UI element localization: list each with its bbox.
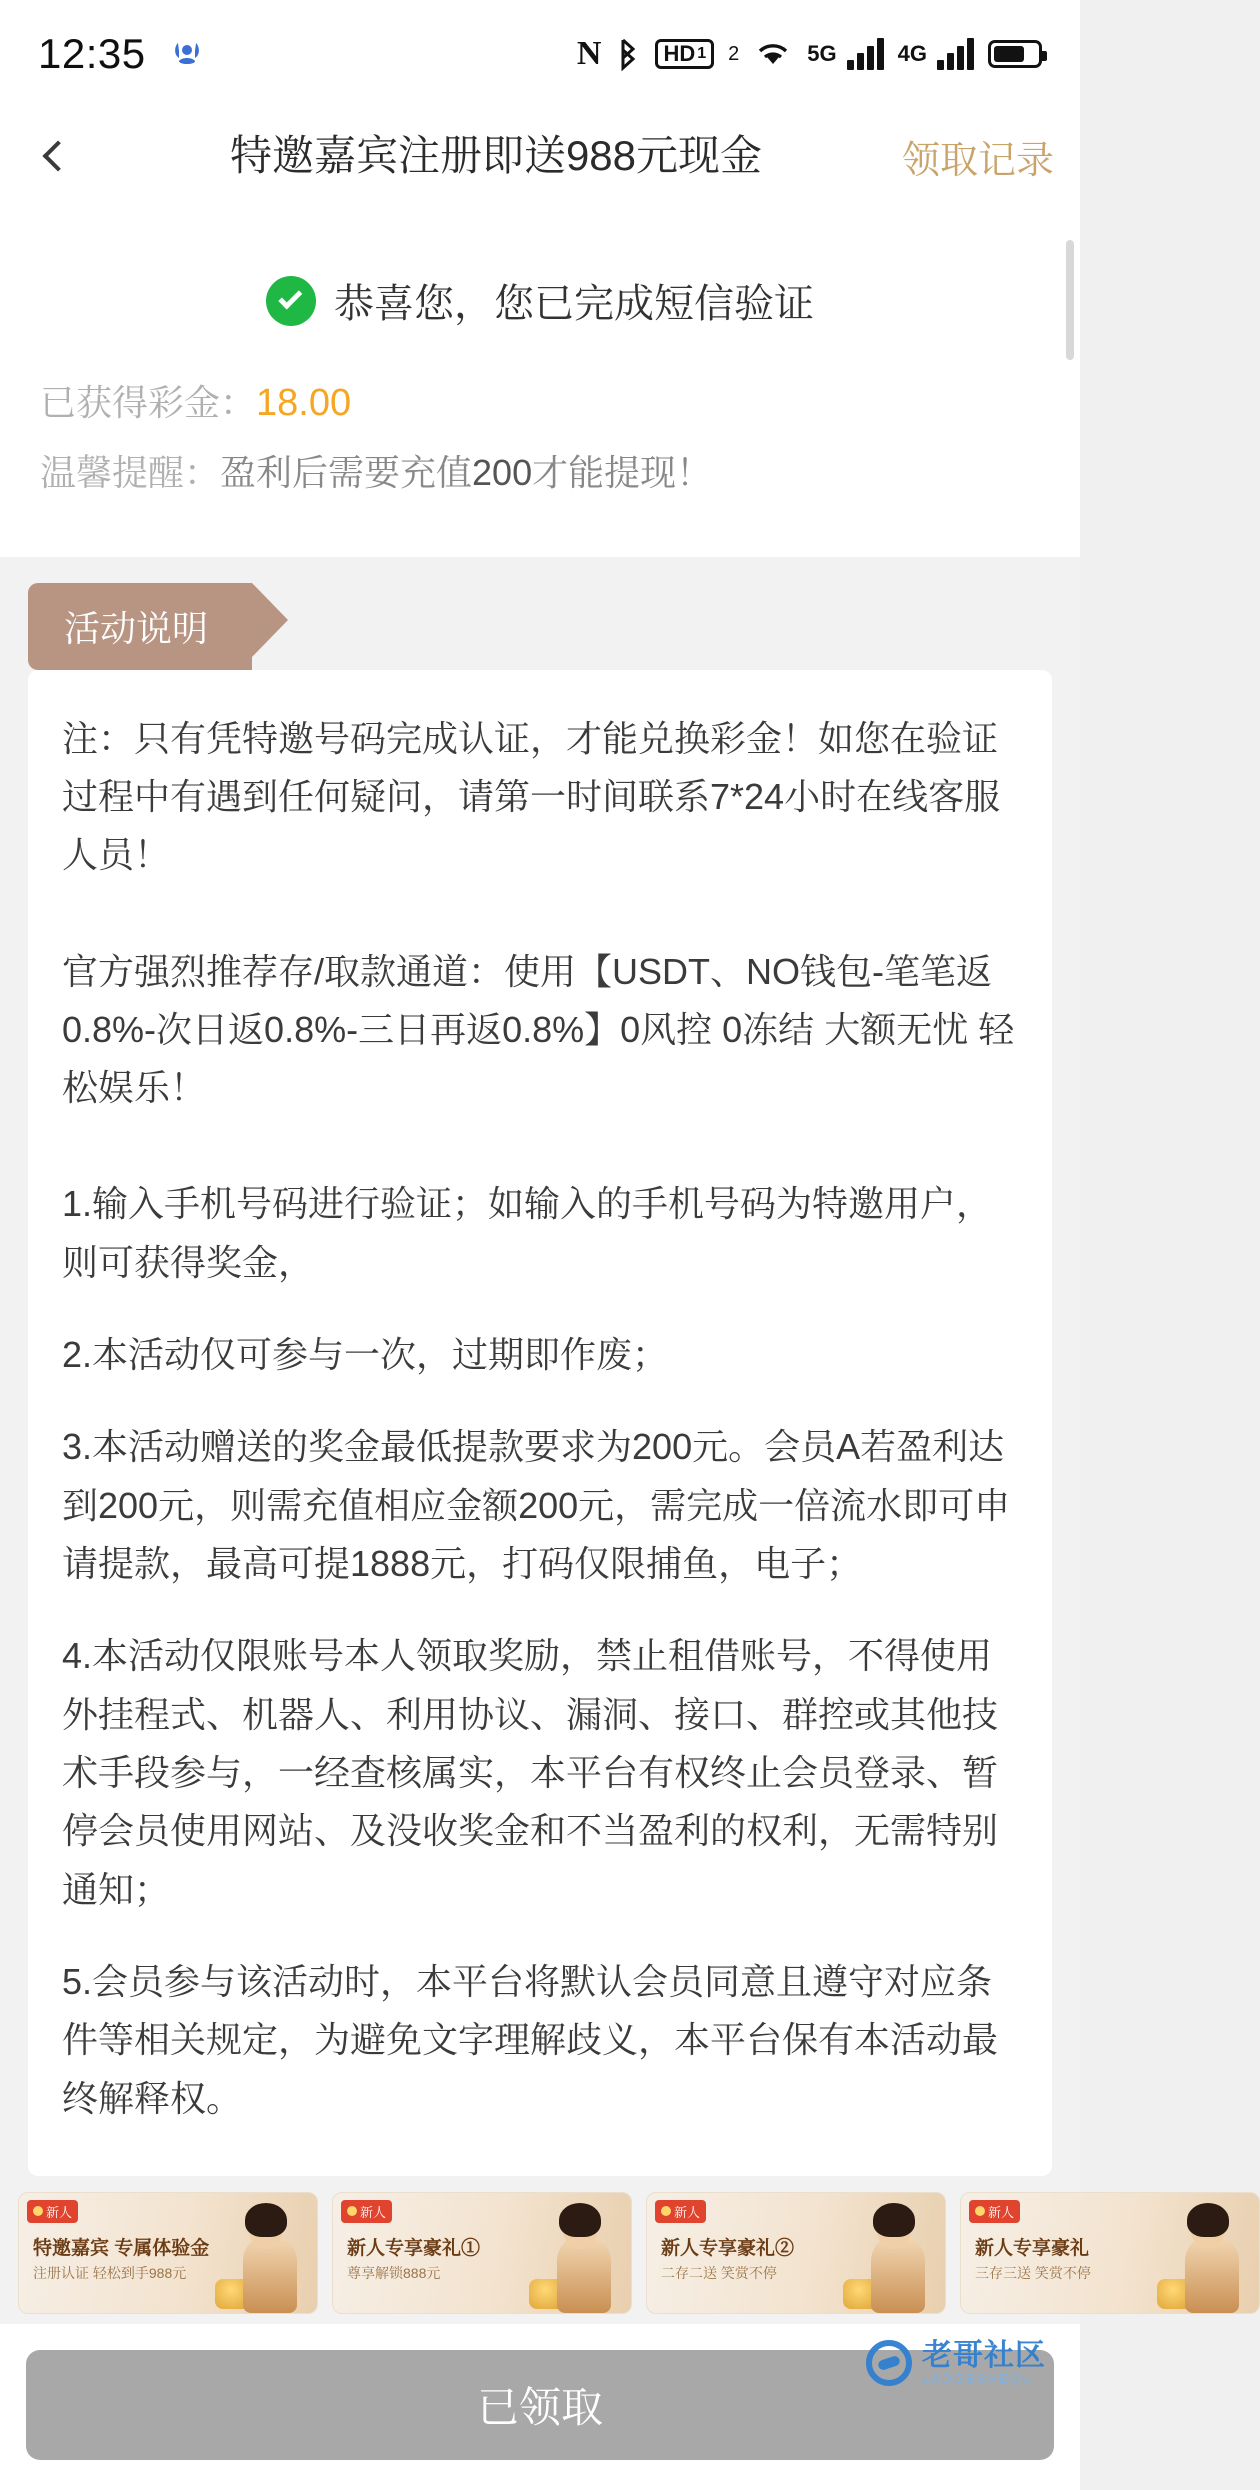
promo-banner-title: 新人专享豪礼① [347,2237,481,2259]
rules-card [28,670,1052,2176]
bonus-label: 已获得彩金： [40,382,257,423]
congrats-text: 恭喜您，您已完成短信验证 [334,282,814,326]
promo-banner-subtitle: 三存三送 笑赏不停 [975,2264,1091,2281]
tip-label: 温馨提醒： [40,452,221,494]
tip-row [40,448,1040,498]
new-user-badge: 新人 [27,2200,78,2223]
section-tag-wrap [0,583,1080,670]
promo-banner-title: 新人专享豪礼 [975,2237,1090,2259]
new-user-badge: 新人 [655,2200,706,2223]
rule-paragraph: 4.本活动仅限账号本人领取奖励，禁止租借账号，不得使用外挂程式、机器人、利用协议、漏洞、接口、群控或其他技术手段参与，一经查核属实，本平台有权终止会员登录、暂停会员使用网站、及没收奖金和不当盈利的权利，无需特别通知； [62,1635,999,1910]
tip-text-1: 盈利后需要充值 [220,452,473,494]
app-badge-icon [168,35,206,73]
back-button[interactable] [26,124,90,188]
congrats-row [40,272,1040,329]
promo-banner-title: 新人专享豪礼② [661,2237,795,2259]
banner-figure-icon [217,2197,313,2313]
watermark-title: 老哥社区 [922,2339,1046,2373]
hd-sub-label: 1 [697,45,707,62]
promo-banner-subtitle: 注册认证 轻松到手988元 [33,2264,187,2281]
4g-signal-icon [937,38,974,70]
nfc-icon: N [576,35,602,72]
success-check-icon [266,276,316,326]
4g-label: 4G [897,41,927,66]
promo-banner[interactable] [646,2192,946,2314]
tip-amount: 200 [472,452,533,494]
bonus-value: 18.00 [256,382,352,424]
watermark-subtitle: LAOGESHEQU [922,2370,1034,2386]
rule-paragraph: 官方强烈推荐存/取款通道：使用【USDT、NO钱包-笔笔返0.8%-次日返0.8%-三日再返0.8%】0风控 0冻结 大额无忧 轻松娱乐！ [62,950,1015,1109]
back-chevron-icon [42,140,73,171]
promo-banner-subtitle: 二存二送 笑赏不停 [661,2264,777,2281]
status-bar [0,0,1080,108]
rule-paragraph: 1.输入手机号码进行验证；如输入的手机号码为特邀用户，则可获得奖金， [62,1183,993,1283]
watermark-logo-icon [866,2340,912,2386]
promo-banner[interactable] [332,2192,632,2314]
status-icons [577,35,1042,73]
hd-call-icon [655,39,714,69]
5g-signal-icon [847,38,884,70]
banner-figure-icon [531,2197,627,2313]
promo-banner[interactable] [960,2192,1260,2314]
rule-paragraph: 5.会员参与该活动时，本平台将默认会员同意且遵守对应条件等相关规定，为避免文字理解歧义，本平台保有本活动最终解释权。 [62,1960,999,2119]
wifi-icon [753,38,793,70]
new-user-badge: 新人 [341,2200,392,2223]
hd-label: HD [663,41,696,66]
promo-banner[interactable] [18,2192,318,2314]
bluetooth-icon [615,36,641,72]
page-title: 特邀嘉宾注册即送988元现金 [229,132,763,180]
promo-banner-subtitle: 尊享解锁888元 [347,2264,441,2281]
claim-button[interactable]: 已领取 [26,2350,1054,2460]
section-tag: 活动说明 [28,583,252,670]
watermark [866,2340,1046,2386]
banner-figure-icon [1159,2197,1255,2313]
claim-records-link[interactable]: 领取记录 [901,139,1054,182]
rule-paragraph: 3.本活动赠送的奖金最低提款要求为200元。会员A若盈利达到200元，则需充值相应金额200元，需完成一倍流水即可申请提款，最高可提1888元，打码仅限捕鱼，电子； [62,1426,1011,1585]
battery-icon [988,40,1042,68]
rule-paragraph: 注：只有凭特邀号码完成认证，才能兑换彩金！如您在验证过程中有遇到任何疑问，请第一时间联系7*24小时在线客服人员！ [62,717,1001,876]
status-time: 12:35 [38,30,146,77]
scrollbar[interactable] [1066,240,1074,360]
status-card [0,218,1080,557]
rule-paragraph: 2.本活动仅可参与一次，过期即作废； [62,1334,669,1376]
sim2-label: 2 [728,42,740,65]
promo-banner-title: 特邀嘉宾 专属体验金 [33,2237,210,2259]
bonus-row [40,377,1040,430]
banner-figure-icon [845,2197,941,2313]
promo-banner-strip[interactable] [0,2176,1091,2324]
page-header [0,108,1080,218]
scroll-content[interactable] [0,218,1091,2324]
tip-text-2: 才能提现！ [532,452,713,494]
5g-label: 5G [807,41,837,66]
new-user-badge: 新人 [969,2200,1020,2223]
